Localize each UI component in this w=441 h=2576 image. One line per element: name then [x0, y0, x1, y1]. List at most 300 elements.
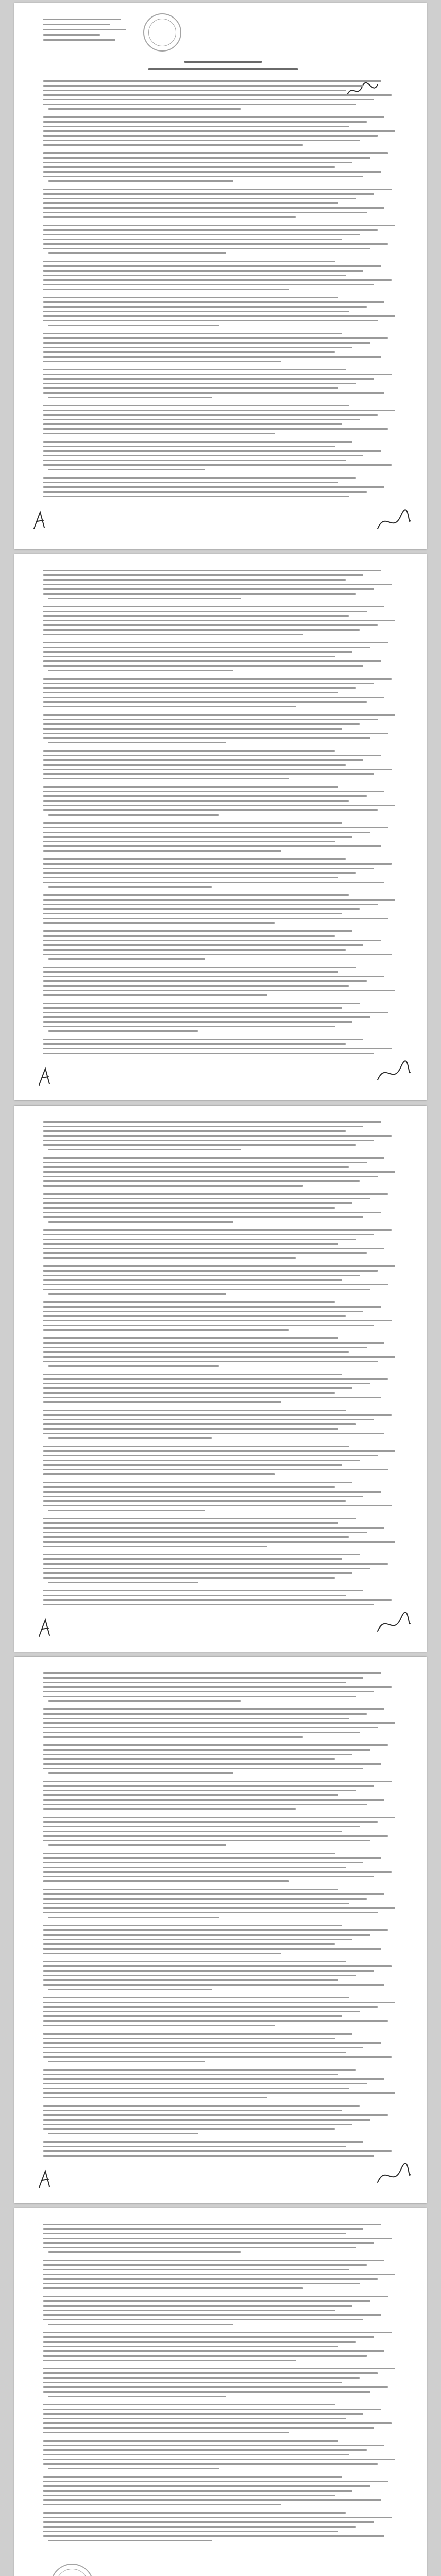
text-line-placeholder: [43, 1558, 342, 1560]
text-line-placeholder: [43, 1672, 381, 1674]
text-line-placeholder: [43, 2242, 374, 2244]
text-line-placeholder: [43, 486, 384, 488]
text-line-placeholder: [43, 1450, 395, 1452]
text-line-placeholder: [43, 2146, 346, 2147]
text-line-placeholder: [43, 678, 392, 680]
text-line-placeholder: [43, 1925, 342, 1926]
text-line-placeholder: [48, 1149, 241, 1150]
text-line-placeholder: [43, 1997, 349, 1998]
text-line-placeholder: [43, 1831, 342, 1832]
text-line-placeholder: [43, 1536, 349, 1538]
text-line-placeholder: [43, 2052, 346, 2053]
text-line-placeholder: [43, 1821, 378, 1823]
text-line-placeholder: [43, 104, 356, 105]
text-line-placeholder: [43, 234, 360, 235]
text-line-placeholder: [43, 356, 381, 358]
text-line-placeholder: [43, 2269, 349, 2270]
text-line-placeholder: [43, 858, 346, 860]
text-line-placeholder: [48, 958, 205, 960]
text-line-placeholder: [43, 841, 335, 842]
text-line-placeholder: [43, 2526, 356, 2528]
text-line-placeholder: [43, 2128, 335, 2130]
text-line-placeholder: [43, 1048, 392, 1049]
text-line-placeholder: [43, 1026, 335, 1027]
text-line-placeholder: [43, 311, 349, 312]
text-line-placeholder: [43, 647, 370, 648]
text-line-placeholder: [43, 1397, 381, 1398]
text-line-placeholder: [43, 872, 356, 874]
text-line-placeholder: [43, 2377, 360, 2379]
text-line-placeholder: [43, 369, 346, 370]
text-line-placeholder: [43, 755, 381, 756]
text-line-placeholder: [43, 1722, 395, 1724]
text-line-placeholder: [43, 152, 388, 154]
text-line-placeholder: [43, 2490, 352, 2492]
text-line-placeholder: [43, 1491, 381, 1493]
text-line-placeholder: [43, 2495, 335, 2496]
text-line-placeholder: [43, 1185, 303, 1187]
text-line-placeholder: [43, 2449, 367, 2451]
text-line-placeholder: [43, 1166, 349, 1168]
text-line-placeholder: [43, 2119, 370, 2121]
text-line-placeholder: [43, 687, 356, 689]
text-line-placeholder: [43, 189, 392, 190]
text-line-placeholder: [48, 1293, 226, 1295]
text-line-placeholder: [43, 882, 384, 883]
text-line-placeholder: [43, 1727, 378, 1728]
text-line-placeholder: [43, 990, 395, 991]
text-line-placeholder: [43, 2382, 342, 2383]
text-line-placeholder: [43, 2504, 281, 2505]
text-line-placeholder: [48, 2133, 198, 2134]
text-line-placeholder: [43, 1374, 342, 1375]
text-line-placeholder: [48, 1917, 219, 1918]
text-line-placeholder: [43, 1144, 356, 1146]
text-line-placeholder: [43, 2020, 388, 2022]
text-line-placeholder: [43, 275, 346, 276]
text-line-placeholder: [43, 899, 395, 901]
text-line-placeholder: [43, 624, 378, 626]
text-line-placeholder: [43, 1419, 374, 1420]
text-line-placeholder: [43, 1257, 296, 1259]
text-line-placeholder: [43, 1289, 370, 1290]
text-line-placeholder: [43, 193, 374, 195]
text-line-placeholder: [43, 1162, 367, 1163]
text-line-placeholder: [43, 2296, 388, 2297]
text-line-placeholder: [43, 2521, 374, 2523]
text-line-placeholder: [43, 836, 352, 838]
text-line-placeholder: [43, 1410, 346, 1411]
text-line-placeholder: [43, 620, 395, 621]
text-line-placeholder: [48, 1844, 226, 1846]
text-line-placeholder: [48, 2396, 226, 2397]
text-line-placeholder: [43, 2233, 346, 2234]
text-line-placeholder: [43, 1817, 395, 1818]
text-line-placeholder: [43, 2517, 392, 2518]
text-line-placeholder: [43, 2314, 381, 2316]
text-line-placeholder: [43, 1229, 392, 1231]
text-line-placeholder: [43, 1546, 267, 1547]
text-line-placeholder: [43, 337, 388, 339]
text-line-placeholder: [43, 949, 346, 951]
text-line-placeholder: [43, 1718, 349, 1719]
text-line-placeholder: [43, 971, 338, 973]
text-line-placeholder: [43, 455, 363, 456]
text-line-placeholder: [43, 94, 392, 96]
initials-mark: [375, 2164, 411, 2190]
text-line-placeholder: [43, 2033, 352, 2035]
text-line-placeholder: [43, 2228, 363, 2230]
text-line-placeholder: [43, 2124, 352, 2125]
text-line-placeholder: [43, 1758, 335, 1760]
document-title: [184, 61, 262, 63]
text-line-placeholder: [43, 2485, 370, 2487]
text-line-placeholder: [43, 1754, 352, 1755]
text-line-placeholder: [43, 1279, 342, 1281]
text-line-placeholder: [43, 433, 275, 434]
text-line-placeholder: [43, 904, 378, 905]
initials-mark: [375, 1613, 411, 1639]
text-line-placeholder: [43, 1378, 388, 1380]
text-line-placeholder: [43, 1713, 367, 1715]
page-3: [14, 1106, 427, 1652]
text-line-placeholder: [43, 2155, 374, 2157]
text-line-placeholder: [43, 423, 342, 425]
text-line-placeholder: [43, 1171, 395, 1173]
text-line-placeholder: [43, 868, 374, 869]
text-line-placeholder: [43, 2310, 335, 2311]
text-line-placeholder: [43, 1953, 281, 1954]
text-line-placeholder: [43, 593, 356, 595]
text-line-placeholder: [43, 289, 289, 290]
text-line-placeholder: [48, 814, 219, 816]
text-line-placeholder: [43, 2332, 392, 2333]
text-line-placeholder: [43, 140, 360, 141]
text-line-placeholder: [43, 284, 374, 285]
text-line-placeholder: [43, 606, 384, 607]
text-line-placeholder: [43, 1898, 367, 1900]
text-line-placeholder: [43, 845, 381, 847]
text-line-placeholder: [43, 922, 275, 924]
text-line-placeholder: [43, 2114, 388, 2116]
text-line-placeholder: [48, 742, 226, 743]
text-line-placeholder: [43, 629, 360, 631]
text-line-placeholder: [43, 1979, 338, 1981]
text-line-placeholder: [43, 1984, 384, 1986]
text-line-placeholder: [43, 1284, 388, 1285]
text-line-placeholder: [43, 800, 349, 802]
text-line-placeholder: [43, 832, 370, 833]
text-line-placeholder: [43, 378, 374, 380]
text-line-placeholder: [43, 615, 349, 617]
text-line-placeholder: [43, 1804, 367, 1805]
text-line-placeholder: [43, 1736, 303, 1738]
text-line-placeholder: [43, 225, 395, 226]
text-line-placeholder: [43, 683, 374, 684]
text-line-placeholder: [43, 1342, 384, 1344]
text-line-placeholder: [43, 2336, 374, 2338]
text-line-placeholder: [43, 441, 352, 443]
text-line-placeholder: [43, 1970, 374, 1972]
text-line-placeholder: [43, 877, 338, 878]
text-line-placeholder: [43, 1356, 395, 1358]
text-line-placeholder: [43, 2346, 338, 2347]
text-line-placeholder: [43, 1482, 352, 1483]
text-line-placeholder: [43, 2440, 338, 2442]
text-line-placeholder: [43, 90, 346, 91]
text-line-placeholder: [43, 2056, 392, 2058]
text-line-placeholder: [43, 1121, 381, 1123]
page-4: [14, 1657, 427, 2203]
text-line-placeholder: [43, 2047, 363, 2048]
text-line-placeholder: [43, 2427, 374, 2429]
text-line-placeholder: [43, 1682, 346, 1683]
text-line-placeholder: [43, 750, 335, 752]
text-line-placeholder: [43, 1003, 360, 1004]
text-line-placeholder: [43, 315, 395, 317]
text-line-placeholder: [43, 1239, 356, 1240]
initials-mark: [375, 511, 411, 536]
text-line-placeholder: [43, 1135, 392, 1137]
text-line-placeholder: [43, 1903, 349, 1904]
text-line-placeholder: [43, 2038, 335, 2039]
text-line-placeholder: [43, 795, 367, 797]
text-line-placeholder: [43, 171, 381, 173]
text-line-placeholder: [43, 2224, 381, 2225]
text-line-placeholder: [43, 822, 342, 824]
text-line-placeholder: [43, 2278, 378, 2280]
text-line-placeholder: [43, 198, 356, 199]
text-line-placeholder: [43, 1572, 352, 1574]
text-line-placeholder: [43, 1568, 370, 1569]
text-line-placeholder: [43, 491, 367, 493]
text-line-placeholder: [43, 1021, 352, 1023]
text-line-placeholder: [43, 642, 388, 643]
text-line-placeholder: [43, 1794, 338, 1796]
text-line-placeholder: [43, 207, 384, 209]
text-line-placeholder: [43, 574, 363, 576]
text-line-placeholder: [43, 162, 352, 163]
text-line-placeholder: [43, 1265, 395, 1267]
text-line-placeholder: [43, 1387, 352, 1389]
text-line-placeholder: [43, 2305, 352, 2307]
text-line-placeholder: [43, 212, 367, 213]
text-line-placeholder: [43, 1857, 381, 1859]
text-line-placeholder: [43, 2092, 395, 2094]
text-line-placeholder: [43, 634, 303, 635]
text-line-placeholder: [43, 1486, 335, 1488]
text-line-placeholder: [43, 229, 378, 231]
text-line-placeholder: [43, 1708, 384, 1710]
header-stamp: [143, 13, 181, 52]
text-line-placeholder: [48, 325, 219, 326]
text-line-placeholder: [43, 2355, 367, 2357]
text-line-placeholder: [43, 1948, 381, 1950]
text-line-placeholder: [43, 1768, 363, 1769]
text-line-placeholder: [43, 773, 374, 775]
text-line-placeholder: [43, 1130, 346, 1132]
text-line-placeholder: [43, 482, 338, 483]
text-line-placeholder: [43, 2512, 346, 2514]
text-line-placeholder: [43, 1039, 363, 1040]
text-line-placeholder: [43, 446, 335, 447]
text-line-placeholder: [43, 1460, 360, 1461]
text-line-placeholder: [43, 1862, 363, 1863]
text-line-placeholder: [48, 598, 241, 599]
text-line-placeholder: [43, 1053, 374, 1054]
text-line-placeholder: [43, 297, 338, 298]
text-line-placeholder: [43, 2391, 370, 2393]
text-line-placeholder: [43, 584, 392, 585]
text-line-placeholder: [43, 1527, 384, 1529]
text-line-placeholder: [43, 144, 303, 146]
text-line-placeholder: [43, 1907, 395, 1909]
text-line-placeholder: [43, 1464, 342, 1466]
text-line-placeholder: [43, 1577, 335, 1579]
text-line-placeholder: [43, 270, 363, 272]
text-line-placeholder: [43, 2083, 367, 2084]
text-line-placeholder: [48, 2540, 212, 2541]
text-line-placeholder: [43, 2499, 381, 2501]
text-line-placeholder: [48, 2324, 233, 2325]
text-line-placeholder: [43, 265, 381, 267]
text-line-placeholder: [43, 1790, 356, 1791]
initials-mark: [30, 508, 61, 534]
text-line-placeholder: [43, 1428, 338, 1430]
text-line-placeholder: [43, 2445, 384, 2446]
text-line-placeholder: [43, 239, 342, 240]
text-line-placeholder: [43, 2481, 388, 2482]
text-line-placeholder: [43, 2404, 335, 2405]
text-line-placeholder: [43, 1871, 392, 1873]
text-line-placeholder: [43, 570, 381, 571]
text-line-placeholder: [48, 1437, 212, 1439]
page-5: [14, 2208, 427, 2576]
text-line-placeholder: [43, 1212, 381, 1213]
text-line-placeholder: [43, 279, 392, 281]
text-line-placeholder: [48, 2251, 241, 2253]
text-line-placeholder: [43, 1696, 356, 1697]
text-line-placeholder: [43, 1853, 335, 1854]
text-line-placeholder: [43, 2413, 363, 2415]
text-line-placeholder: [43, 2264, 367, 2266]
text-line-placeholder: [43, 1505, 392, 1506]
text-line-placeholder: [48, 1772, 233, 1774]
text-line-placeholder: [43, 1880, 289, 1882]
text-line-placeholder: [48, 1700, 241, 1702]
text-line-placeholder: [43, 1176, 378, 1177]
initials-mark: [35, 1064, 66, 1090]
text-line-placeholder: [43, 2319, 363, 2320]
text-line-placeholder: [43, 301, 384, 303]
text-line-placeholder: [48, 1989, 212, 1990]
text-line-placeholder: [43, 778, 289, 779]
text-line-placeholder: [43, 477, 356, 479]
text-line-placeholder: [43, 1337, 338, 1339]
notary-stamp: [50, 2564, 94, 2576]
text-line-placeholder: [43, 1043, 346, 1045]
document-subtitle: [148, 68, 298, 70]
text-line-placeholder: [48, 397, 212, 398]
text-line-placeholder: [43, 1315, 346, 1317]
text-line-placeholder: [43, 701, 367, 703]
text-line-placeholder: [43, 863, 392, 865]
text-line-placeholder: [43, 2238, 392, 2239]
text-line-placeholder: [43, 1808, 296, 1810]
text-line-placeholder: [43, 351, 335, 353]
text-line-placeholder: [43, 2454, 349, 2455]
text-line-placeholder: [43, 967, 356, 968]
text-line-placeholder: [43, 1361, 378, 1362]
text-line-placeholder: [43, 2287, 303, 2289]
text-line-placeholder: [43, 733, 388, 734]
text-line-placeholder: [43, 248, 370, 249]
text-line-placeholder: [43, 1392, 335, 1394]
text-line-placeholder: [43, 2368, 395, 2369]
text-line-placeholder: [43, 121, 367, 123]
text-line-placeholder: [43, 2432, 289, 2433]
text-line-placeholder: [43, 2531, 338, 2532]
text-line-placeholder: [43, 1198, 370, 1199]
text-line-placeholder: [43, 719, 378, 720]
text-line-placeholder: [43, 1347, 367, 1348]
text-line-placeholder: [43, 374, 392, 375]
text-line-placeholder: [43, 1140, 374, 1141]
text-line-placeholder: [43, 2110, 342, 2111]
text-line-placeholder: [43, 1016, 370, 1018]
text-line-placeholder: [43, 1216, 363, 1218]
text-line-placeholder: [43, 2476, 342, 2478]
text-line-placeholder: [43, 1401, 281, 1403]
text-line-placeholder: [43, 908, 360, 910]
text-line-placeholder: [43, 692, 338, 693]
text-line-placeholder: [43, 1763, 381, 1765]
text-line-placeholder: [43, 1306, 381, 1308]
text-line-placeholder: [43, 940, 381, 941]
text-line-placeholder: [43, 697, 384, 698]
text-line-placeholder: [43, 935, 335, 937]
text-line-placeholder: [43, 464, 392, 466]
text-line-placeholder: [43, 930, 352, 932]
text-line-placeholder: [43, 2105, 360, 2107]
text-line-placeholder: [43, 1876, 374, 1877]
text-line-placeholder: [43, 1961, 346, 1962]
text-line-placeholder: [43, 1943, 335, 1945]
text-line-placeholder: [43, 1423, 356, 1425]
text-line-placeholder: [43, 1301, 335, 1303]
text-line-placeholder: [43, 651, 352, 653]
text-line-placeholder: [48, 1365, 219, 1367]
text-line-placeholder: [43, 116, 384, 118]
text-line-placeholder: [48, 252, 226, 254]
text-line-placeholder: [43, 2422, 392, 2424]
text-line-placeholder: [43, 723, 360, 725]
text-line-placeholder: [48, 2061, 205, 2062]
text-line-placeholder: [43, 2418, 346, 2419]
text-line-placeholder: [43, 850, 281, 852]
text-line-placeholder: [43, 392, 384, 394]
text-line-placeholder: [43, 496, 349, 497]
text-line-placeholder: [43, 2350, 384, 2352]
text-line-placeholder: [43, 460, 346, 461]
text-line-placeholder: [43, 2459, 395, 2460]
text-line-placeholder: [43, 1732, 360, 1733]
text-line-placeholder: [43, 2360, 296, 2361]
text-line-placeholder: [48, 670, 233, 671]
text-line-placeholder: [43, 913, 342, 914]
text-line-placeholder: [43, 1207, 335, 1209]
text-line-placeholder: [43, 1590, 363, 1591]
